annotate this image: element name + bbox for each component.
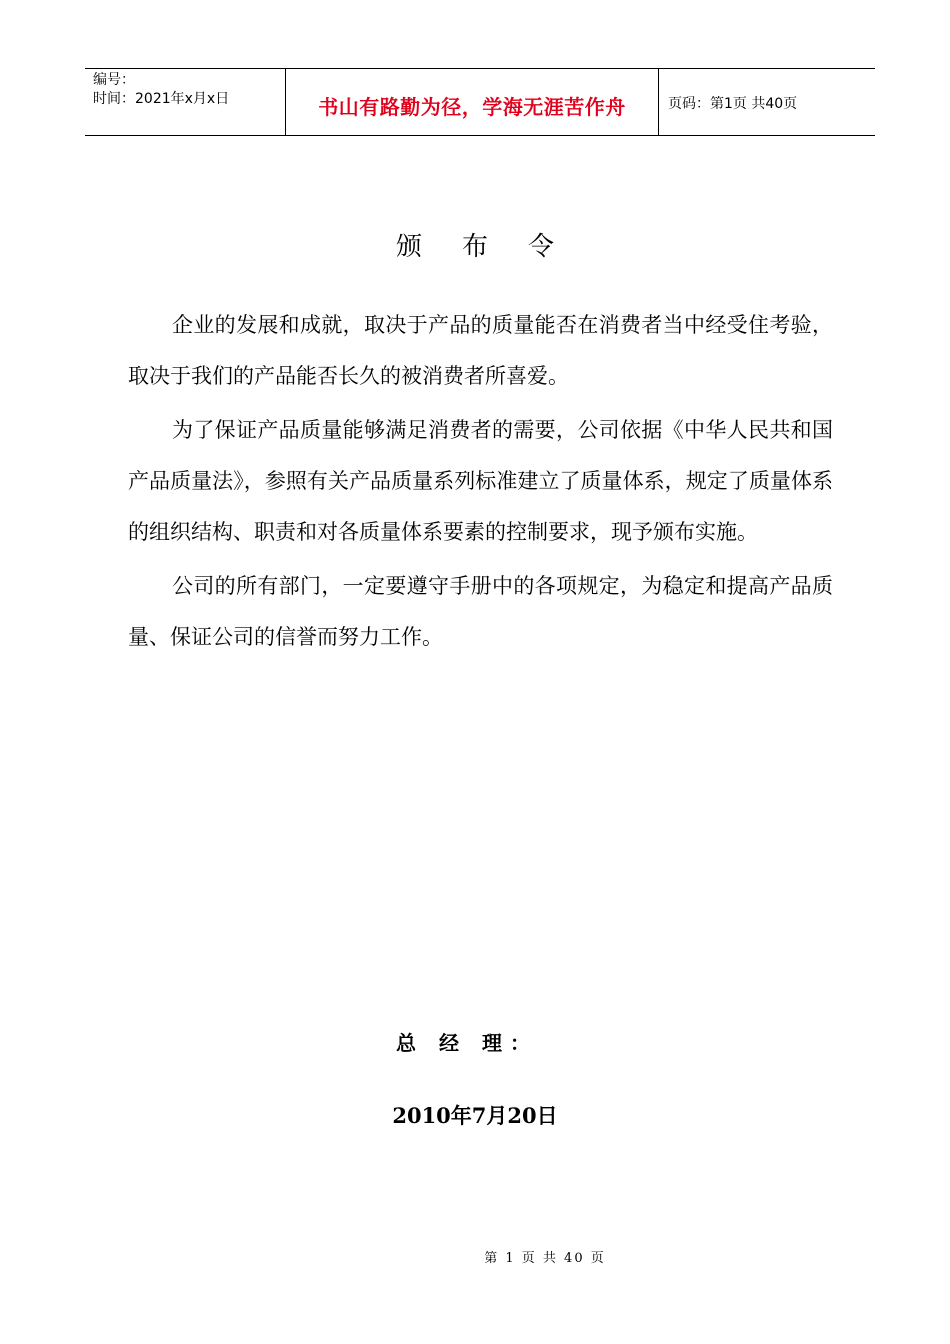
signature-label: 总 经 理： <box>396 1031 538 1055</box>
header-motto-cell <box>285 69 659 135</box>
header-meta <box>85 69 285 135</box>
page-footer: 第 1 页 共 40 页 <box>484 1251 606 1266</box>
paragraph-1: 企业的发展和成就，取决于产品的质量能否在消费者当中经受住考验，取决于我们的产品能否长久的被消费者所喜爱。 <box>128 313 833 388</box>
page-header <box>85 68 875 136</box>
signature-date: 2010年7月20日 <box>392 1103 558 1128</box>
paragraph-2: 为了保证产品质量能够满足消费者的需要，公司依据《中华人民共和国产品质量法》，参照有关产品质量系列标准建立了质量体系，规定了质量体系的组织结构、职责和对各质量体系要素的控制要求，现予颁布实施。 <box>128 418 833 544</box>
header-page-info: 页码：第1页 共40页 <box>668 96 798 112</box>
header-page-cell <box>659 69 875 135</box>
paragraph-3: 公司的所有部门，一定要遵守手册中的各项规定，为稳定和提高产品质量、保证公司的信誉而努力工作。 <box>128 574 833 649</box>
document-title: 颁布令 <box>395 232 594 262</box>
time-label: 时间：2021年x月x日 <box>93 91 230 107</box>
motto-text: 书山有路勤为径，学海无涯苦作舟 <box>318 94 626 119</box>
document-body <box>128 300 833 666</box>
number-label: 编号： <box>93 72 135 88</box>
